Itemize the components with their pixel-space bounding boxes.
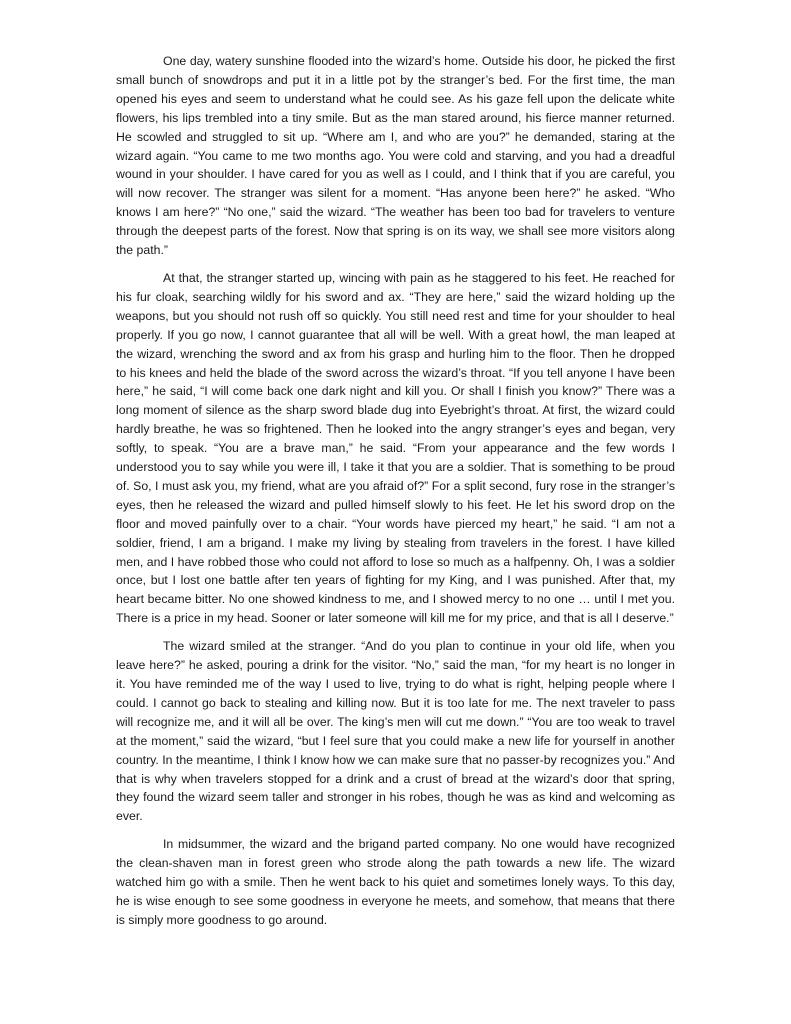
paragraph-2: At that, the stranger started up, wincing with pain as he staggered to his feet. He reached for his fur cloak, searching wildly for his sword and ax. “They are here,” said the wizard holding up the weapons, but you should not rush off so quickly. You still need rest and time for your shoulder to heal properly. If you go now, I cannot guarantee that all will be well. With a great howl, the man leaped at the wizard, wrenching the sword and ax from his grasp and hurling him to the floor. Then he dropped to his knees and held the blade of the sword across the wizard’s throat. “If you tell anyone I have been here,” he said, “I will come back one dark night and kill you. Or shall I finish you know?” There was a long moment of silence as the sharp sword blade dug into Eyebright’s throat. At first, the wizard could hardly breathe, he was so frightened. Then he looked into the angry stranger’s eyes and began, very softly, to speak. “You are a brave man,” he said. “From your appearance and the few words I understood you to say while you were ill, I take it that you are a soldier. That is something to be proud of. So, I must ask you, my friend, what are you afraid of?” For a split second, fury rose in the stranger’s eyes, then he released the wizard and pulled himself slowly to his feet. He let his sword drop on the floor and moved painfully over to a chair. “Your words have pierced my heart,” he said. “I am not a soldier, friend, I am a brigand. I make my living by stealing from travelers in the forest. I have killed men, and I have robbed those who could not afford to lose so much as a halfpenny. Oh, I was a soldier once, but I lost one battle after ten years of fighting for my King, and I was punished. After that, my heart became bitter. No one showed kindness to me, and I showed mercy to no one … until I met you. There is a price in my head. Sooner or later someone will kill me for my price, and that is all I deserve.” [116,270,675,626]
document-page [116,52,675,939]
paragraph-4: In midsummer, the wizard and the brigand parted company. No one would have recognized the clean-shaven man in forest green who strode along the path towards a new life. The wizard watched him go with a smile. Then he went back to his quiet and sometimes lonely ways. To this day, he is wise enough to see some goodness in everyone he meets, and somehow, that means that there is simply more goodness to go around. [116,837,675,927]
paragraph-3: The wizard smiled at the stranger. “And do you plan to continue in your old life, when you leave here?” he asked, pouring a drink for the visitor. “No,” said the man, “for my heart is no longer in it. You have reminded me of the way I used to live, trying to do what is right, helping people where I could. I cannot go back to stealing and killing now. But it is too late for me. The next traveler to pass will recognize me, and it will all be over. The king’s men will cut me down.” “You are too weak to travel at the moment,” said the wizard, “but I feel sure that you could make a new life for yourself in another country. In the meantime, I think I know how we can make sure that no passer-by recognizes you.” And that is why when travelers stopped for a drink and a crust of bread at the wizard’s door that spring, they found the wizard seem taller and stronger in his robes, though he was as kind and welcoming as ever. [116,639,675,824]
paragraph-1: One day, watery sunshine flooded into the wizard’s home. Outside his door, he picked the first small bunch of snowdrops and put it in a little pot by the stranger’s bed. For the first time, the man opened his eyes and seem to understand what he could see. As his gaze fell upon the delicate white flowers, his lips trembled into a tiny smile. But as the man stared around, his fierce manner returned. He scowled and struggled to sit up. “Where am I, and who are you?” he demanded, staring at the wizard again. “You came to me two months ago. You were cold and starving, and you had a dreadful wound in your shoulder. I have cared for you as well as I could, and I think that if you are careful, you will now recover. The stranger was silent for a moment. “Has anyone been here?” he asked. “Who knows I am here?” “No one,” said the wizard. “The weather has been too bad for travelers to venture through the deepest parts of the forest. Now that spring is on its way, we shall see more visitors along the path.” [116,54,675,258]
